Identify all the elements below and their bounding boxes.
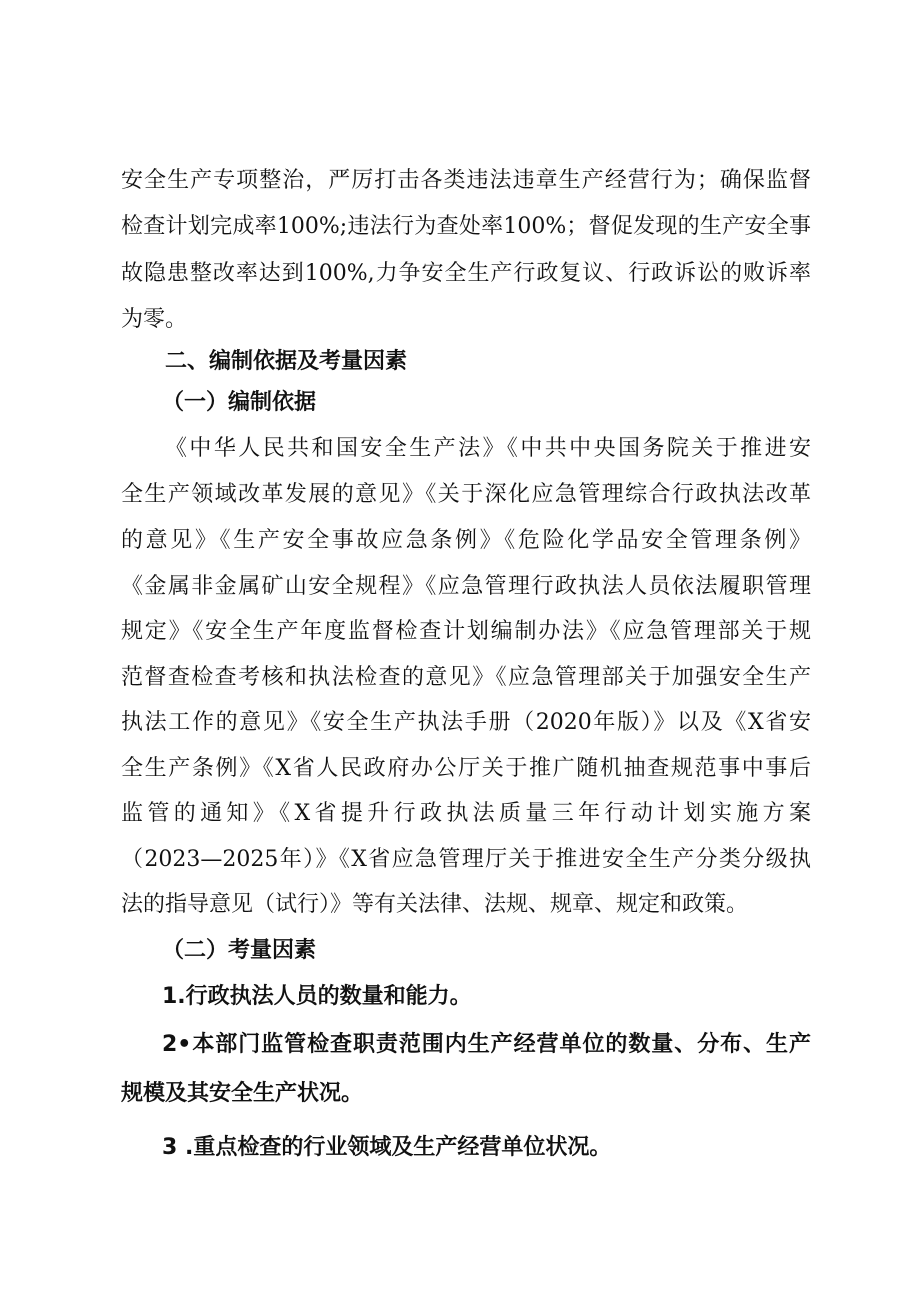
factor-item-2-line-2: 规模及其安全生产状况。 <box>121 1081 364 1106</box>
intro-line-2: 检查计划完成率100%;违法行为查处率100%；督促发现的生产安全事 <box>121 214 811 239</box>
basis-line-5: 规定》《安全生产年度监督检查计划编制办法》《应急管理部关于规 <box>121 619 811 644</box>
basis-line-9: 监管的通知》《X省提升行政执法质量三年行动计划实施方案 <box>121 801 811 826</box>
factor-item-2-line-1: 2•本部门监管检查职责范围内生产经营单位的数量、分布、生产 <box>162 1032 811 1057</box>
basis-line-4: 《金属非金属矿山安全规程》《应急管理行政执法人员依法履职管理 <box>121 574 811 599</box>
factor-item-3: 3 .重点检查的行业领域及生产经营单位状况。 <box>162 1135 612 1160</box>
basis-line-3: 的意见》《生产安全事故应急条例》《危险化学品安全管理条例》 <box>121 528 811 553</box>
intro-line-4: 为零。 <box>121 307 188 332</box>
basis-line-10: （2023—2025年）》《X省应急管理厅关于推进安全生产分类分级执 <box>121 847 811 872</box>
basis-heading: （一）编制依据 <box>162 390 317 415</box>
basis-line-6: 范督查检查考核和执法检查的意见》《应急管理部关于加强安全生产 <box>121 665 811 690</box>
basis-line-1: 《中华人民共和国安全生产法》《中共中央国务院关于推进安 <box>165 436 811 461</box>
basis-line-11: 法的指导意见（试行）》等有关法律、法规、规章、规定和政策。 <box>121 892 749 917</box>
basis-line-7: 执法工作的意见》《安全生产执法手册（2020年版）》以及《X省安 <box>121 710 811 735</box>
factors-heading: （二）考量因素 <box>162 938 317 963</box>
basis-line-8: 全生产条例》《X省人民政府办公厅关于推广随机抽查规范事中事后 <box>121 756 811 781</box>
basis-line-2: 全生产领域改革发展的意见》《关于深化应急管理综合行政执法改革 <box>121 482 811 507</box>
section-heading: 二、编制依据及考量因素 <box>165 349 408 374</box>
factor-item-1: 1.行政执法人员的数量和能力。 <box>162 984 472 1009</box>
intro-line-3: 故隐患整改率达到100%,力争安全生产行政复议、行政诉讼的败诉率 <box>121 261 811 286</box>
intro-line-1: 安全生产专项整治，严厉打击各类违法违章生产经营行为；确保监督 <box>121 168 811 193</box>
